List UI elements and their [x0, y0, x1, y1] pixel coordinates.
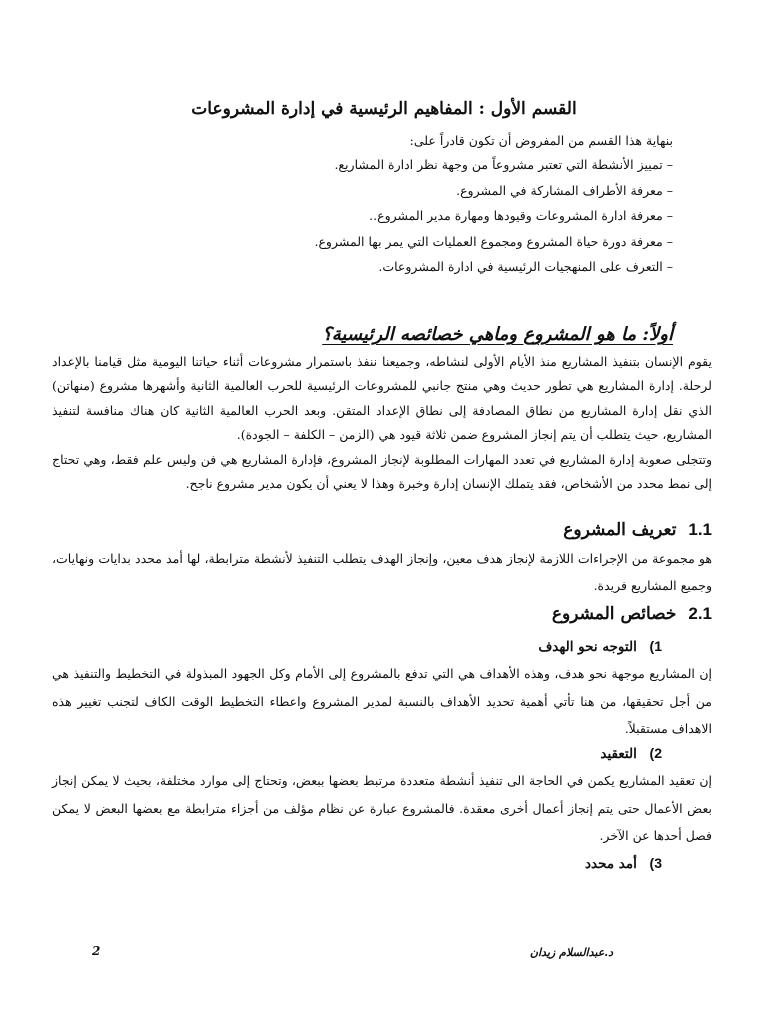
characteristic-heading	[600, 742, 662, 765]
objective-item: – تمييز الأنشطة التي تعتبر مشروعاً من وجهة نظر ادارة المشاريع.	[334, 157, 673, 172]
objectives-lead: بنهاية هذا القسم من المفروض أن تكون قادراً على:	[409, 133, 673, 148]
subsection-number: 1.1	[688, 520, 712, 539]
section-paragraph: يقوم الإنسان بتنفيذ المشاريع منذ الأيام الأولى لنشاطه، وجميعنا ننفذ باستمرار مشروعات أثناء حياتنا اليومية مثل قيامنا بالإعداد لرحلة. إدارة المشاريع هي تطور حديث وهي منتج جانبي للمشروعات الرئيسية للحرب العالمية الثانية وأشهرها مشروع (منهاتن) الذي نقل إدارة المشاريع من نطاق المصادفة إلى نطاق الإعداد المتقن. وبعد الحرب العالمية الثانية كان هناك منافسة لتنفيذ المشاريع، حيث يتطلب أن يتم إنجاز المشروع ضمن ثلاثة قيود هي (الزمن – الكلفة – الجودة).	[52, 354, 712, 442]
learning-objectives	[113, 130, 673, 280]
definition-paragraph: هو مجموعة من الإجراءات اللازمة لإنجاز هدف معين، وإنجاز الهدف يتطلب التنفيذ لأنشطة مترابطة، لها أمد محدد بدايات ونهايات، وجميع المشاريع فريدة.	[52, 551, 712, 593]
section-paragraph: وتتجلى صعوبة إدارة المشاريع في تعدد المهارات المطلوبة لإنجاز المشروع، فإدارة المشاريع هي فن وليس علم فقط، وهي تحتاج إلى نمط محدد من الأشخاص، فقد يتملك الإنسان إدارة وخبرة وهذا لا يعني أن يكون مدير مشروع ناجح.	[52, 452, 712, 492]
characteristic-paragraph: إن تعقيد المشاريع يكمن في الحاجة الى تنفيذ أنشطة متعددة مرتبط بعضها ببعض، وتحتاج إلى موارد مختلفة، بحيث لا يمكن إنجاز بعض الأعمال حتى يتم إنجاز أعمال أخرى معقدة. فالمشروع عبارة عن نظام مؤلف من أجزاء مترابطة مع بعضها البعض لا يمكن فصل أحدها عن الآخر.	[52, 773, 712, 844]
subsection-heading-characteristics	[552, 601, 712, 627]
characteristic-paragraph: إن المشاريع موجهة نحو هدف، وهذه الأهداف هي التي تدفع بالمشروع إلى الأمام وكل الجهود المبذولة في التخطيط والتنفيذ هي من أجل تحقيقها، من هنا تأتي أهمية تحديد الأهداف بالنسبة لمدير المشروع واعطاء التخطيط الوقت الكاف لتجنب تغيير هذه الاهداف مستقبلاً.	[52, 666, 712, 737]
characteristic-number: 1)	[649, 638, 662, 654]
objective-item: – معرفة دورة حياة المشروع ومجموع العمليات التي يمر بها المشروع.	[314, 233, 673, 249]
characteristic-heading	[538, 635, 662, 658]
page-title: القسم الأول : المفاهيم الرئيسية في إدارة المشروعات	[191, 99, 577, 119]
footer-author: د.عبدالسلام زيدان	[529, 946, 613, 959]
page-number: 2	[92, 944, 101, 958]
characteristic-title: التعقيد	[600, 746, 637, 762]
section-heading: أولاً: ما هو المشروع وماهي خصائصه الرئيسية؟	[322, 324, 673, 345]
objectives-list	[113, 152, 673, 280]
characteristic-heading	[585, 852, 662, 875]
subsection-title: تعريف المشروع	[563, 520, 677, 540]
characteristic-number: 3)	[649, 855, 662, 871]
characteristic-number: 2)	[649, 745, 662, 761]
subsection-heading-definition	[563, 517, 712, 543]
characteristic-title: أمد محدد	[585, 856, 637, 872]
objective-item: – التعرف على المنهجيات الرئيسية في ادارة المشروعات.	[378, 259, 673, 274]
subsection-title: خصائص المشروع	[551, 604, 677, 624]
characteristic-title: التوجه نحو الهدف	[538, 639, 637, 655]
subsection-number: 2.1	[688, 604, 712, 623]
objective-item: – معرفة الأطراف المشاركة في المشروع.	[456, 182, 673, 198]
objective-item: – معرفة ادارة المشروعات وقيودها ومهارة مدير المشروع..	[369, 208, 673, 223]
